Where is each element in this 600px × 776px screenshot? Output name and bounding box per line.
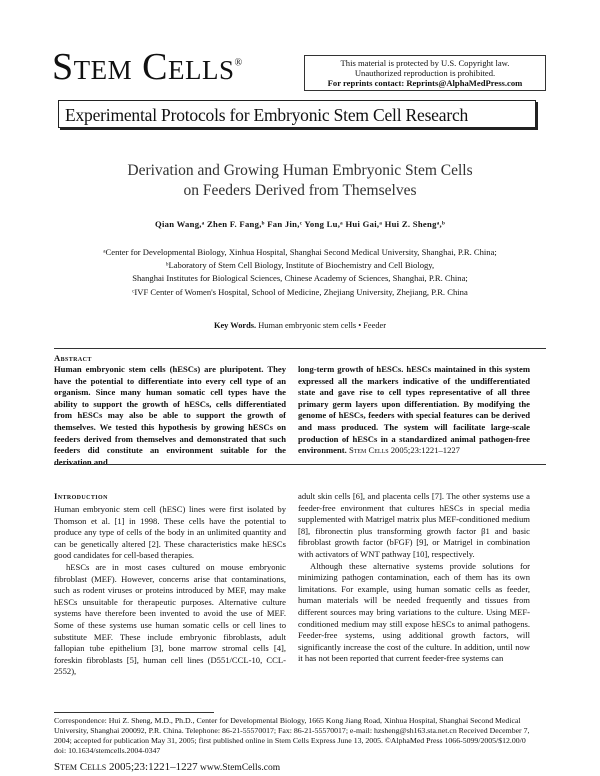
page-footer [54,761,280,773]
abstract-bottom-rule [54,464,546,465]
abstract-citation: Stem Cells 2005;23:1221–1227 [348,445,460,456]
intro-paragraph: adult skin cells [6], and placenta cells [7]. The other systems use a feeder-free environment that cultures hESCs in special media supplemented with Matrigel matrix plus MEF-conditioned medium [8], fibronectin plus transforming growth factor β1 and basic fibroblast growth factor (bFGF) [9], or Matrigel in combination with activators of WNT pathway [10], respectively. [298,491,530,559]
introduction-right-column [298,491,530,665]
footer-url: www.StemCells.com [199,763,281,773]
paper-title-line-1: Derivation and Growing Human Embryonic Stem Cells [127,162,473,179]
footnote-rule [54,712,214,713]
correspondence-note: Correspondence: Hui Z. Sheng, M.D., Ph.D., Center for Developmental Biology, 1665 Kong Jiang Road, Xinhua Hospital, Shanghai Second Medical University, Shanghai 200092, P.R. China. Telephone: 86-21-55570017; Fax: 86-21-55570017; e-mail: hzsheng@sh163.sta.net.cn Received December 7, 2004; accepted for publication May 31, 2005; first published online in Stem Cells Express June 13, 2005. ©AlphaMed Press 1066-5099/2005/$12.00/0 doi: 10.1634/stemcells.2004-0347 [54,716,530,755]
keywords-label: Key Words. [213,321,257,330]
author-list: Qian Wang,ᵃ Zhen F. Fang,ᵇ Fan Jin,ᶜ Yong Lu,ᵃ Hui Gai,ᵃ Hui Z. Shengᵃ,ᵇ [154,219,446,229]
introduction-left-column [54,504,286,678]
copyright-line-2: Unauthorized reproduction is prohibited. [354,68,496,78]
affiliation-b-cont: Shanghai Institutes for Biological Sciences, Chinese Academy of Sciences, Shanghai, P.R. China; [132,273,468,284]
introduction-heading: Introduction [54,491,108,501]
copyright-line-3: For reprints contact: Reprints@AlphaMedPress.com [327,78,523,88]
affiliations [60,246,540,299]
journal-title: Stem Cells® [52,46,243,88]
keywords-text: Human embryonic stem cells • Feeder [258,321,387,330]
footer-citation: Stem Cells 2005;23:1221–1227 [54,761,198,773]
abstract-right-column [298,364,530,457]
section-banner: Experimental Protocols for Embryonic Stem Cell Research [58,100,536,128]
abstract-top-rule [54,348,546,349]
affiliation-c: ᶜIVF Center of Women's Hospital, School of Medicine, Zhejiang University, Zhejiang, P.R. China [132,286,468,297]
affiliation-a: ᵃCenter for Developmental Biology, Xinhua Hospital, Shanghai Second Medical University, Shanghai, P.R. China; [103,247,497,257]
abstract-right-text: long-term growth of hESCs. hESCs maintained in this system expressed all the markers indicative of the undifferentiated state and gave rise to cell types representative of all three primary germ layers upon differentiation. By modifying the genome of hESCs, feeders with special features can be derived and mass produced. The system will facilitate large-scale production of hESCs in a standardized animal pathogen-free environment. [298,364,530,456]
paper-title-line-2: on Feeders Derived from Themselves [183,182,417,199]
abstract-left-column: Human embryonic stem cells (hESCs) are pluripotent. They have the potential to differentiate into every cell type of an organism. Since many human somatic cell types have the ability to support the growth of hESCs, cells differentiated from hESCs may also be able to support the growth of themselves. We tested this hypothesis by growing hESCs on feeders derived from themselves and demonstrated that such feeders did constitute an environment suitable for the derivation and [54,364,286,467]
copyright-line-1: This material is protected by U.S. Copyright law. [340,58,510,68]
paper-title [60,161,540,201]
intro-paragraph: hESCs are in most cases cultured on mouse embryonic fibroblast (MEF). However, concerns arise that contaminations, such as rodent viruses or proteins introduced by MEF, may make hESCs unsuitable for therapeutic purposes. Alternative culture systems have therefore been invented to avoid the use of MEF. Some of these systems use human somatic cells or cell lines to substitute MEF. These include embryonic fibroblasts, adult fallopian tube epithelium [3], bone marrow stromal cells [4], foreskin fibroblasts [5], human cell lines (D551/CCL-10, CCL-2552), [54,561,286,677]
intro-paragraph: Although these alternative systems provide solutions for minimizing pathogen contamination, each of them has its own limitations. For example, using human somatic cells as feeder, human materials will be needed frequently and tissues from different sources may bring variations to the culture. Using MEF-conditioned medium may still expose hESCs to animal pathogens. Feeder-free systems, using additional growth factors, will significantly increase the cost of the culture. In addition, until now it has not been reported that current feeder-free systems can [298,560,530,664]
keywords [60,321,540,330]
affiliation-b: ᵇLaboratory of Stem Cell Biology, Institute of Biochemistry and Cell Biology, [165,260,435,271]
abstract-heading: Abstract [54,353,92,363]
intro-paragraph: Human embryonic stem cell (hESC) lines were first isolated by Thomson et al. [1] in 1998. These cells have the potential to produce any type of cells of the body in an unlimited quantity and can be genetically altered [2]. These characteristics make hESCs good candidates for cell-based therapies. [54,504,286,561]
registered-mark: ® [234,57,243,69]
copyright-notice [304,55,546,91]
